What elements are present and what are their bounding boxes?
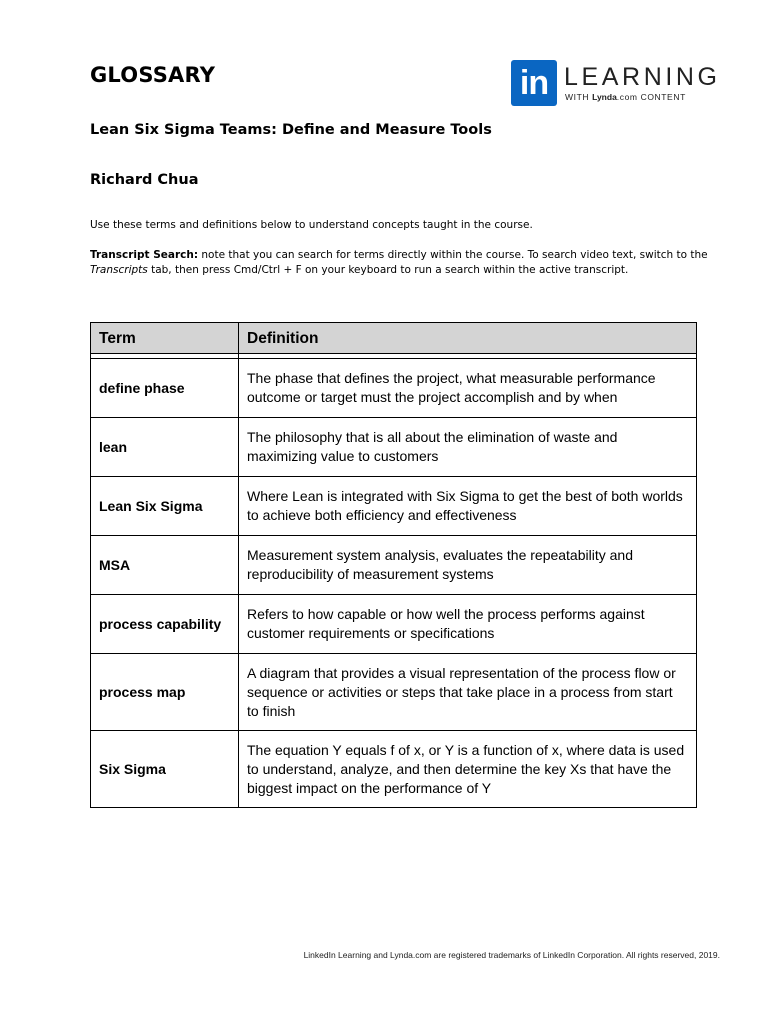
term-cell: process map	[91, 654, 239, 731]
table-row	[91, 418, 697, 477]
definition-cell: The phase that defines the project, what measurable performance outcome or target must the project accomplish and by when	[239, 359, 697, 418]
author-name: Richard Chua	[90, 172, 199, 188]
glossary-table	[90, 322, 697, 808]
table-row	[91, 477, 697, 536]
logo-in-text: in	[519, 64, 549, 102]
term-cell: Lean Six Sigma	[91, 477, 239, 536]
column-header-term: Term	[91, 323, 239, 354]
term-cell: Six Sigma	[91, 731, 239, 808]
table-row	[91, 359, 697, 418]
course-title: Lean Six Sigma Teams: Define and Measure Tools	[90, 122, 492, 138]
definition-cell: The philosophy that is all about the elimination of waste and maximizing value to customers	[239, 418, 697, 477]
definition-cell: A diagram that provides a visual representation of the process flow or sequence or activities or steps that take place in a process from start to finish	[239, 654, 697, 731]
table-row	[91, 536, 697, 595]
transcript-search-label: Transcript Search:	[90, 249, 199, 261]
term-cell: define phase	[91, 359, 239, 418]
definition-cell: Where Lean is integrated with Six Sigma to get the best of both worlds to achieve both efficiency and effectiveness	[239, 477, 697, 536]
transcripts-tab-name: Transcripts	[90, 264, 148, 276]
logo-wordmark: LEARNING	[564, 63, 721, 91]
document-title: GLOSSARY	[90, 63, 216, 87]
copyright-footer: LinkedIn Learning and Lynda.com are registered trademarks of LinkedIn Corporation. All rights reserved, 2019.	[303, 950, 720, 960]
term-cell: process capability	[91, 595, 239, 654]
definition-cell: Measurement system analysis, evaluates the repeatability and reproducibility of measurement systems	[239, 536, 697, 595]
table-row	[91, 595, 697, 654]
linkedin-in-icon	[511, 60, 557, 106]
table-header-row	[91, 323, 697, 354]
transcript-search-note: Transcript Search: note that you can search for terms directly within the course. To search video text, switch to the Transcripts tab, then press Cmd/Ctrl + F on your keyboard to run a search within the active transcript.	[90, 249, 708, 276]
intro-text: Use these terms and definitions below to understand concepts taught in the course.	[90, 219, 533, 231]
column-header-definition: Definition	[239, 323, 697, 354]
definition-cell: Refers to how capable or how well the process performs against customer requirements or specifications	[239, 595, 697, 654]
logo-tagline: WITH Lynda.com CONTENT	[565, 92, 686, 102]
term-cell: MSA	[91, 536, 239, 595]
term-cell: lean	[91, 418, 239, 477]
table-row	[91, 654, 697, 731]
table-row	[91, 731, 697, 808]
definition-cell: The equation Y equals f of x, or Y is a function of x, where data is used to understand, analyze, and then determine the key Xs that have the biggest impact on the performance of Y	[239, 731, 697, 808]
